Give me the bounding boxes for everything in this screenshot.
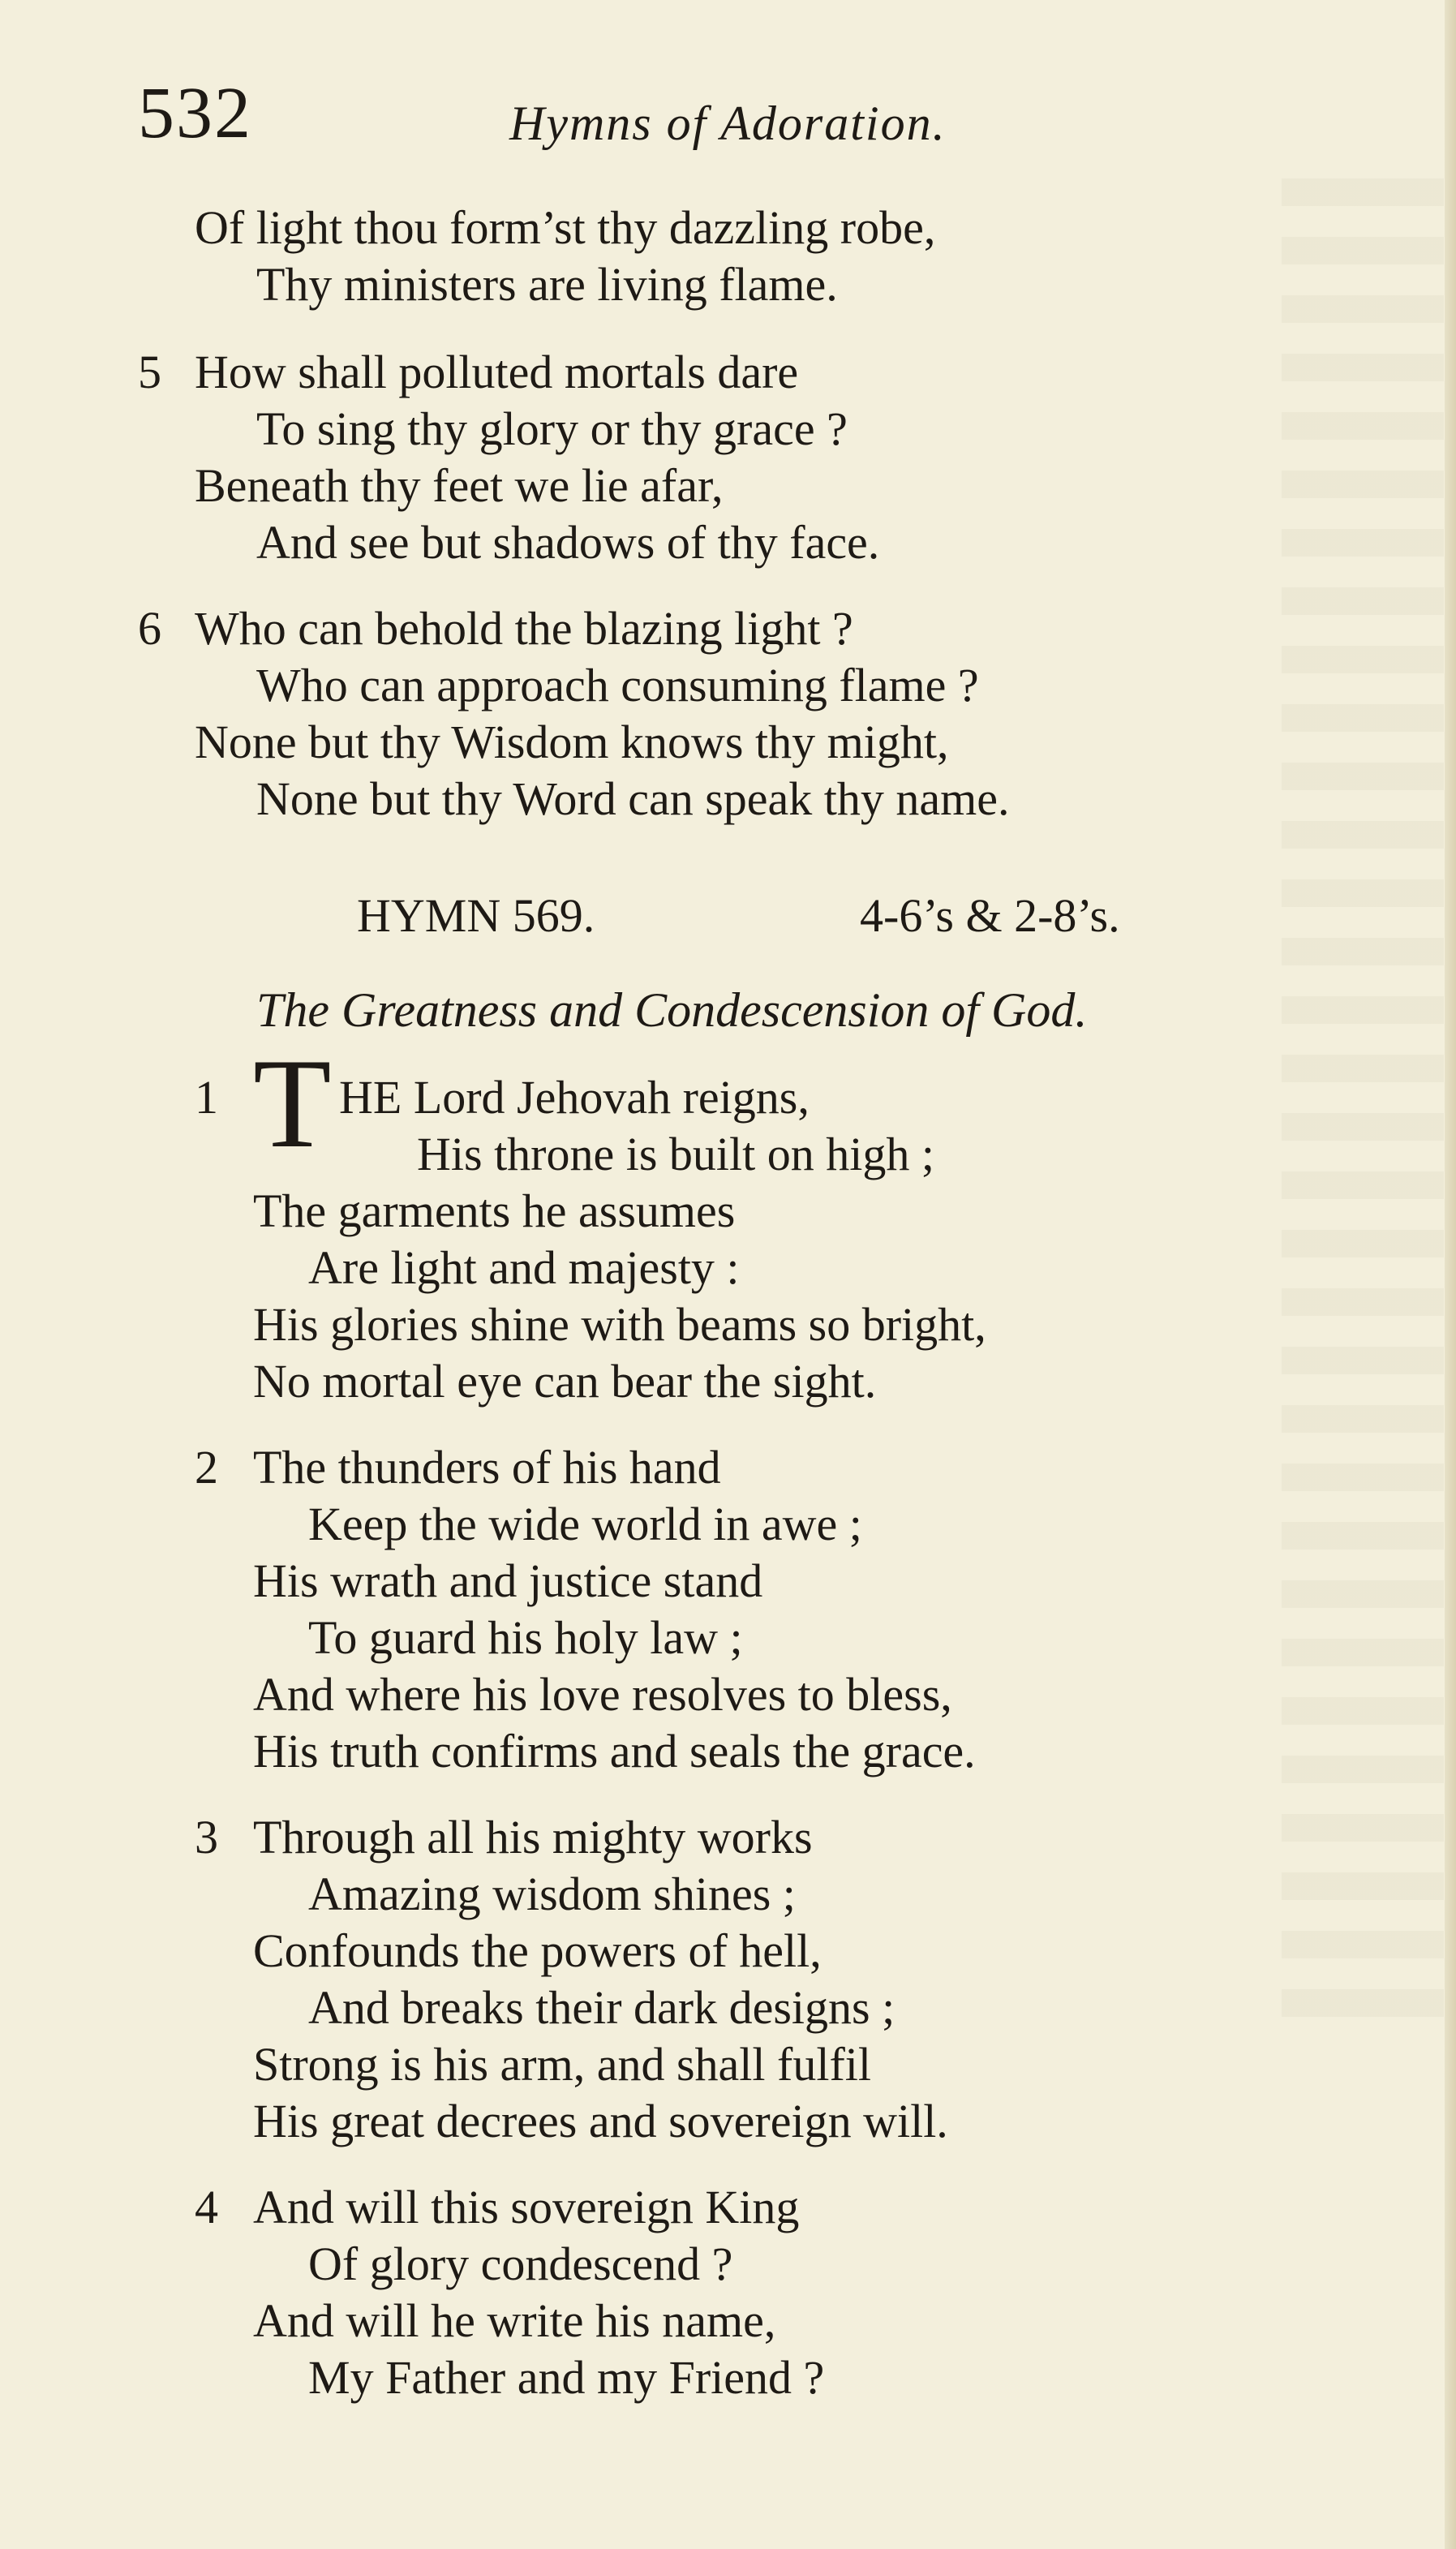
stanza-number: 2 xyxy=(195,1441,218,1494)
stanza-number: 6 xyxy=(138,602,161,655)
verse-line: To guard his holy law ; xyxy=(308,1611,743,1664)
verse-line: Through all his mighty works xyxy=(253,1811,813,1863)
verse-line: Keep the wide world in awe ; xyxy=(308,1498,862,1550)
show-through-text xyxy=(1282,178,1444,2044)
verse-line: Of glory condescend ? xyxy=(308,2237,733,2290)
verse-line: No mortal eye can bear the sight. xyxy=(253,1355,877,1408)
verse-line: Confounds the powers of hell, xyxy=(253,1924,822,1977)
verse-line: His truth confirms and seals the grace. xyxy=(253,1725,976,1777)
verse-line: How shall polluted mortals dare xyxy=(195,346,799,398)
verse-line: The garments he assumes xyxy=(253,1184,736,1237)
hymn-meter: 4-6’s & 2-8’s. xyxy=(860,889,1120,942)
verse-line: His throne is built on high ; xyxy=(417,1128,934,1180)
hymn-title: The Greatness and Condescension of God. xyxy=(256,983,1088,1037)
verse-line: To sing thy glory or thy grace ? xyxy=(256,402,848,455)
verse-line: HE Lord Jehovah reigns, xyxy=(339,1071,810,1124)
page-edge xyxy=(1445,0,1456,2549)
verse-line: Amazing wisdom shines ; xyxy=(308,1868,796,1920)
drop-cap: T xyxy=(253,1033,332,1175)
verse-line: Thy ministers are living flame. xyxy=(256,258,838,311)
verse-line: And breaks their dark designs ; xyxy=(308,1981,896,2034)
verse-line: Who can approach consuming flame ? xyxy=(256,659,979,711)
verse-line: None but thy Word can speak thy name. xyxy=(256,772,1010,825)
hymn-number: HYMN 569. xyxy=(357,889,595,942)
verse-line: His wrath and justice stand xyxy=(253,1554,763,1607)
verse-line: Strong is his arm, and shall fulfil xyxy=(253,2038,871,2091)
verse-line: Who can behold the blazing light ? xyxy=(195,602,853,655)
verse-line: And will this sovereign King xyxy=(253,2181,800,2233)
page-number: 532 xyxy=(138,73,252,153)
verse-line: His glories shine with beams so bright, xyxy=(253,1298,986,1351)
running-head: Hymns of Adoration. xyxy=(509,97,947,150)
verse-line: And see but shadows of thy face. xyxy=(256,516,880,569)
verse-line: And where his love resolves to bless, xyxy=(253,1668,952,1721)
verse-line: Are light and majesty : xyxy=(308,1241,740,1294)
stanza-number: 4 xyxy=(195,2181,218,2233)
stanza-number: 1 xyxy=(195,1071,218,1124)
verse-line: And will he write his name, xyxy=(253,2294,776,2347)
verse-line: None but thy Wisdom knows thy might, xyxy=(195,716,949,768)
verse-line: Of light thou form’st thy dazzling robe, xyxy=(195,201,936,254)
stanza-number: 3 xyxy=(195,1811,218,1863)
verse-line: Beneath thy feet we lie afar, xyxy=(195,459,724,512)
stanza-number: 5 xyxy=(138,346,161,398)
verse-line: His great decrees and sovereign will. xyxy=(253,2095,948,2147)
verse-line: The thunders of his hand xyxy=(253,1441,721,1494)
verse-line: My Father and my Friend ? xyxy=(308,2351,825,2404)
